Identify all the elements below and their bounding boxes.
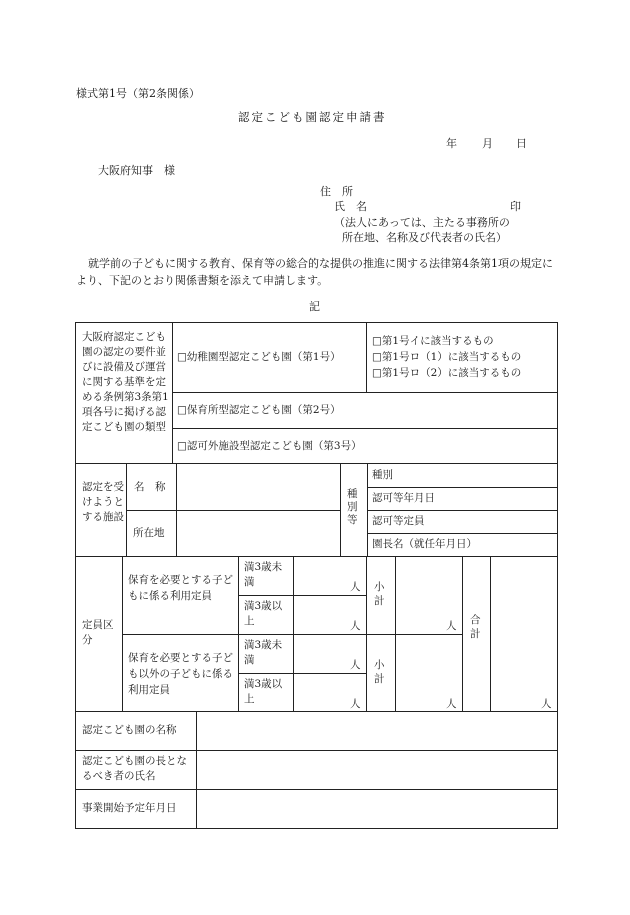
type1-sub2-checkbox[interactable]: □第1号ロ（1）に該当するもの [372, 351, 522, 363]
type-header: 大阪府認定こども園の認定の要件並びに設備及び運営に関する基準を定める条例第3条第1項各号に掲げる認定こども園の類型 [82, 331, 169, 433]
applicant-note-line1: （法人にあっては、主たる事務所の [334, 216, 510, 229]
unit-subtotal1: 人 [446, 620, 457, 632]
unit-g2-under3: 人 [350, 659, 361, 671]
start-date-label: 事業開始予定年月日 [82, 802, 177, 814]
type3-checkbox[interactable]: □認可外施設型認定こども園（第3号） [177, 440, 362, 452]
intro-paragraph: 就学前の子どもに関する教育、保育等の総合的な提供の推進に関する法律第4条第1項の規定により、下記のとおり関係書類を添えて申請します。 [76, 257, 553, 287]
applicant-name-label: 氏 名 [334, 200, 367, 213]
unit-total: 人 [541, 698, 552, 710]
unit-g1-under3: 人 [350, 581, 361, 593]
type1-sub3-checkbox[interactable]: □第1号ロ（2）に該当するもの [372, 367, 522, 379]
capacity-header: 定員区分 [82, 619, 114, 646]
director-label: 認定こども園の長となるべき者の氏名 [82, 755, 187, 782]
unit-g1-over3: 人 [350, 620, 361, 632]
kind-row-2: 認可等年月日 [372, 492, 435, 504]
form-number: 様式第1号（第2条関係） [76, 87, 200, 100]
total-label: 合計 [470, 614, 481, 640]
group2-under3-label: 満3歳未満 [244, 639, 283, 666]
date-day-label: 日 [516, 137, 527, 150]
date-year-label: 年 [446, 137, 457, 150]
subtotal2-label: 小計 [374, 659, 385, 685]
group2-label: 保育を必要とする子ども以外の子どもに係る利用定員 [128, 652, 233, 696]
group2-over3-label: 満3歳以上 [244, 678, 283, 705]
addressee: 大阪府知事 様 [98, 164, 175, 177]
seal-label: 印 [510, 200, 521, 213]
kind-row-3: 認可等定員 [372, 515, 425, 527]
center-name-label: 認定こども園の名称 [82, 724, 177, 736]
unit-g2-over3: 人 [350, 698, 361, 710]
facility-name-label: 名 称 [134, 481, 166, 493]
unit-subtotal2: 人 [446, 698, 457, 710]
group1-over3-label: 満3歳以上 [244, 600, 283, 627]
facility-location-label: 所在地 [133, 527, 165, 539]
subtotal1-label: 小計 [374, 581, 385, 607]
group1-label: 保育を必要とする子どもに係る利用定員 [128, 574, 233, 602]
ki-label: 記 [309, 300, 320, 313]
group1-under3-label: 満3歳未満 [244, 561, 283, 588]
date-month-label: 月 [482, 137, 493, 150]
type1-checkbox[interactable]: □幼稚園型認定こども園（第1号） [177, 351, 341, 363]
kind-header: 種別等 [347, 488, 358, 526]
kind-row-4: 園長名（就任年月日） [372, 538, 477, 550]
type1-sub1-checkbox[interactable]: □第1号イに該当するもの [372, 335, 494, 347]
type2-checkbox[interactable]: □保育所型認定こども園（第2号） [177, 404, 341, 416]
facility-header: 認定を受けようとする施設 [82, 481, 124, 523]
applicant-note-line2: 所在地、名称及び代表者の氏名） [342, 231, 507, 244]
applicant-address-label: 住 所 [320, 185, 353, 198]
page-title: 認定こども園認定申請書 [238, 110, 387, 124]
kind-row-1: 種別 [372, 469, 393, 481]
